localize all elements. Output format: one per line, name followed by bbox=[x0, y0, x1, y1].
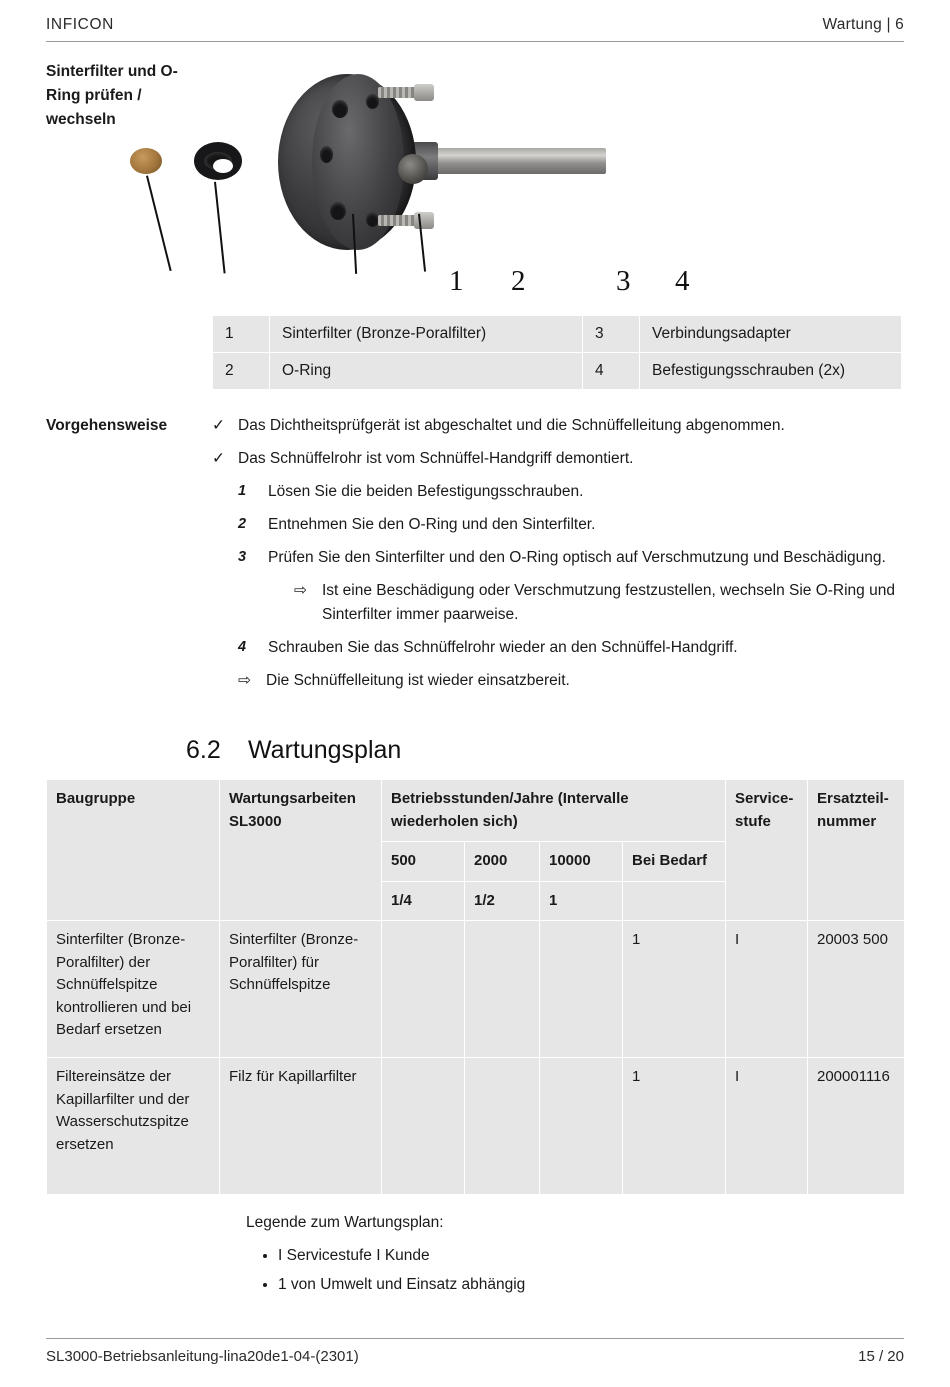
result-item bbox=[212, 669, 904, 693]
step-item bbox=[212, 480, 904, 504]
procedure-section bbox=[46, 414, 904, 702]
cell-baugruppe: Sinterfilter (Bronze-Poralfilter) der Schnüffelspitze kontrollieren und bei Bedarf ersetzen bbox=[47, 921, 220, 1058]
step-number: 2 bbox=[238, 516, 247, 533]
col-header-wartungsarbeiten: Wartungsarbeiten SL3000 bbox=[220, 780, 382, 921]
fastening-screw-bottom bbox=[378, 212, 434, 229]
step-number: 4 bbox=[238, 639, 247, 656]
step-item bbox=[212, 636, 904, 660]
footer-document-id: SL3000-Betriebsanleitung-lina20de1-04-(2301) bbox=[46, 1348, 359, 1365]
footer-page-number: 15 / 20 bbox=[858, 1348, 904, 1365]
plan-legend bbox=[246, 1211, 904, 1297]
plan-legend-list bbox=[246, 1244, 904, 1298]
figure-callout-2: 2 bbox=[511, 265, 526, 297]
step-text: Lösen Sie die beiden Befestigungsschrauben. bbox=[268, 483, 584, 501]
cell-10000 bbox=[540, 1058, 623, 1195]
cell-ersatzteilnummer: 20003 500 bbox=[808, 921, 905, 1058]
page-title: Wartungsplan bbox=[248, 736, 402, 765]
substep-item bbox=[212, 579, 904, 627]
fastening-screw-top bbox=[378, 84, 434, 101]
figure-body bbox=[212, 60, 904, 390]
legend-num-2: 3 bbox=[583, 316, 640, 353]
figure-callout-1: 1 bbox=[449, 265, 464, 297]
table-row bbox=[47, 1058, 905, 1195]
legend-desc-2: Verbindungsadapter bbox=[640, 316, 902, 353]
sniffer-tip-photo bbox=[256, 64, 606, 279]
cell-2000 bbox=[465, 1058, 540, 1195]
cell-2000 bbox=[465, 921, 540, 1058]
legend-num: 1 bbox=[213, 316, 270, 353]
arrow-icon: ⇨ bbox=[294, 582, 307, 600]
cell-500 bbox=[382, 1058, 465, 1195]
check-icon: ✓ bbox=[212, 417, 225, 434]
table-row bbox=[213, 353, 902, 390]
precondition-text: Das Dichtheitsprüfgerät ist abgeschaltet und die Schnüffelleitung abgenommen. bbox=[238, 417, 785, 434]
subheader-quarter: 1/4 bbox=[382, 881, 465, 921]
subheader-500: 500 bbox=[382, 842, 465, 882]
section-heading bbox=[186, 736, 904, 765]
subheader-2000: 2000 bbox=[465, 842, 540, 882]
adapter-hole bbox=[320, 146, 333, 163]
subheader-one: 1 bbox=[540, 881, 623, 921]
precondition-text: Das Schnüffelrohr ist vom Schnüffel-Handgriff demontiert. bbox=[238, 450, 634, 468]
step-number: 3 bbox=[238, 549, 247, 566]
tube-shaft bbox=[428, 148, 606, 174]
col-header-baugruppe: Baugruppe bbox=[47, 780, 220, 921]
col-header-betriebsstunden: Betriebsstunden/Jahre (Intervalle wiederholen sich) bbox=[382, 780, 726, 842]
exploded-view-figure bbox=[212, 60, 904, 315]
legend-desc: Sinterfilter (Bronze-Poralfilter) bbox=[270, 316, 583, 353]
adapter-hole bbox=[330, 202, 346, 220]
header-chapter: Wartung | 6 bbox=[822, 16, 904, 33]
subheader-bei-bedarf: Bei Bedarf bbox=[623, 842, 726, 882]
step-item bbox=[212, 546, 904, 570]
legend-desc-2: Befestigungsschrauben (2x) bbox=[640, 353, 902, 390]
legend-num: 2 bbox=[213, 353, 270, 390]
figure-callout-4: 4 bbox=[675, 265, 690, 297]
step-item bbox=[212, 513, 904, 537]
cell-wartungsarbeiten: Sinterfilter (Bronze-Poralfilter) für Schnüffelspitze bbox=[220, 921, 382, 1058]
result-text: Die Schnüffelleitung ist wieder einsatzbereit. bbox=[266, 672, 570, 690]
legend-num-2: 4 bbox=[583, 353, 640, 390]
screw-thread bbox=[378, 215, 418, 226]
cell-10000 bbox=[540, 921, 623, 1058]
screw-thread bbox=[378, 87, 418, 98]
legend-desc: O-Ring bbox=[270, 353, 583, 390]
cell-servicestufe: I bbox=[726, 921, 808, 1058]
precondition-item bbox=[212, 414, 904, 438]
step-number: 1 bbox=[238, 483, 247, 500]
section-margin-title: Sinterfilter und O-Ring prüfen / wechseln bbox=[46, 63, 178, 129]
step-text: Entnehmen Sie den O-Ring und den Sinterfilter. bbox=[268, 516, 596, 534]
page-header bbox=[46, 0, 904, 42]
figure-legend-table bbox=[212, 315, 902, 390]
list-item: • 1 von Umwelt und Einsatz abhängig bbox=[278, 1273, 904, 1298]
maintenance-plan-table bbox=[46, 779, 905, 1195]
subheader-empty bbox=[623, 881, 726, 921]
arrow-icon: ⇨ bbox=[238, 672, 251, 690]
col-header-ersatzteilnummer: Ersatzteil-nummer bbox=[808, 780, 905, 921]
substep-text: Ist eine Beschädigung oder Verschmutzung festzustellen, wechseln Sie O-Ring und Sinterfilter immer paarweise. bbox=[322, 582, 895, 624]
table-header-row bbox=[47, 780, 905, 842]
subheader-10000: 10000 bbox=[540, 842, 623, 882]
cell-bei-bedarf: 1 bbox=[623, 921, 726, 1058]
screw-head bbox=[414, 84, 434, 101]
table-row bbox=[47, 921, 905, 1058]
precondition-item bbox=[212, 447, 904, 471]
cell-bei-bedarf: 1 bbox=[623, 1058, 726, 1195]
cell-wartungsarbeiten: Filz für Kapillarfilter bbox=[220, 1058, 382, 1195]
step-text: Schrauben Sie das Schnüffelrohr wieder an den Schnüffel-Handgriff. bbox=[268, 639, 738, 657]
page-footer bbox=[46, 1338, 904, 1365]
cell-baugruppe: Filtereinsätze der Kapillarfilter und der Wasserschutzspitze ersetzen bbox=[47, 1058, 220, 1195]
cell-servicestufe: I bbox=[726, 1058, 808, 1195]
heading-number: 6.2 bbox=[186, 736, 221, 765]
cell-500 bbox=[382, 921, 465, 1058]
procedure-margin-label: Vorgehensweise bbox=[46, 417, 168, 434]
sinter-filter-part bbox=[130, 148, 162, 174]
leader-line-2 bbox=[214, 182, 226, 274]
figure-callout-3: 3 bbox=[616, 265, 631, 297]
header-brand: INFICON bbox=[46, 16, 114, 33]
screw-head bbox=[414, 212, 434, 229]
figure-section bbox=[46, 60, 904, 390]
table-row bbox=[213, 316, 902, 353]
check-icon: ✓ bbox=[212, 450, 225, 468]
list-item: • I Servicestufe I Kunde bbox=[278, 1244, 904, 1269]
step-text: Prüfen Sie den Sinterfilter und den O-Ring optisch auf Verschmutzung und Beschädigung. bbox=[268, 549, 886, 567]
adapter-hole bbox=[332, 100, 348, 118]
cell-ersatzteilnummer: 200001116 bbox=[808, 1058, 905, 1195]
procedure-body bbox=[212, 414, 904, 702]
plan-legend-title: Legende zum Wartungsplan: bbox=[246, 1214, 444, 1232]
subheader-half: 1/2 bbox=[465, 881, 540, 921]
col-header-servicestufe: Service-stufe bbox=[726, 780, 808, 921]
o-ring-part bbox=[194, 142, 242, 180]
adapter-center-boss bbox=[398, 154, 428, 184]
